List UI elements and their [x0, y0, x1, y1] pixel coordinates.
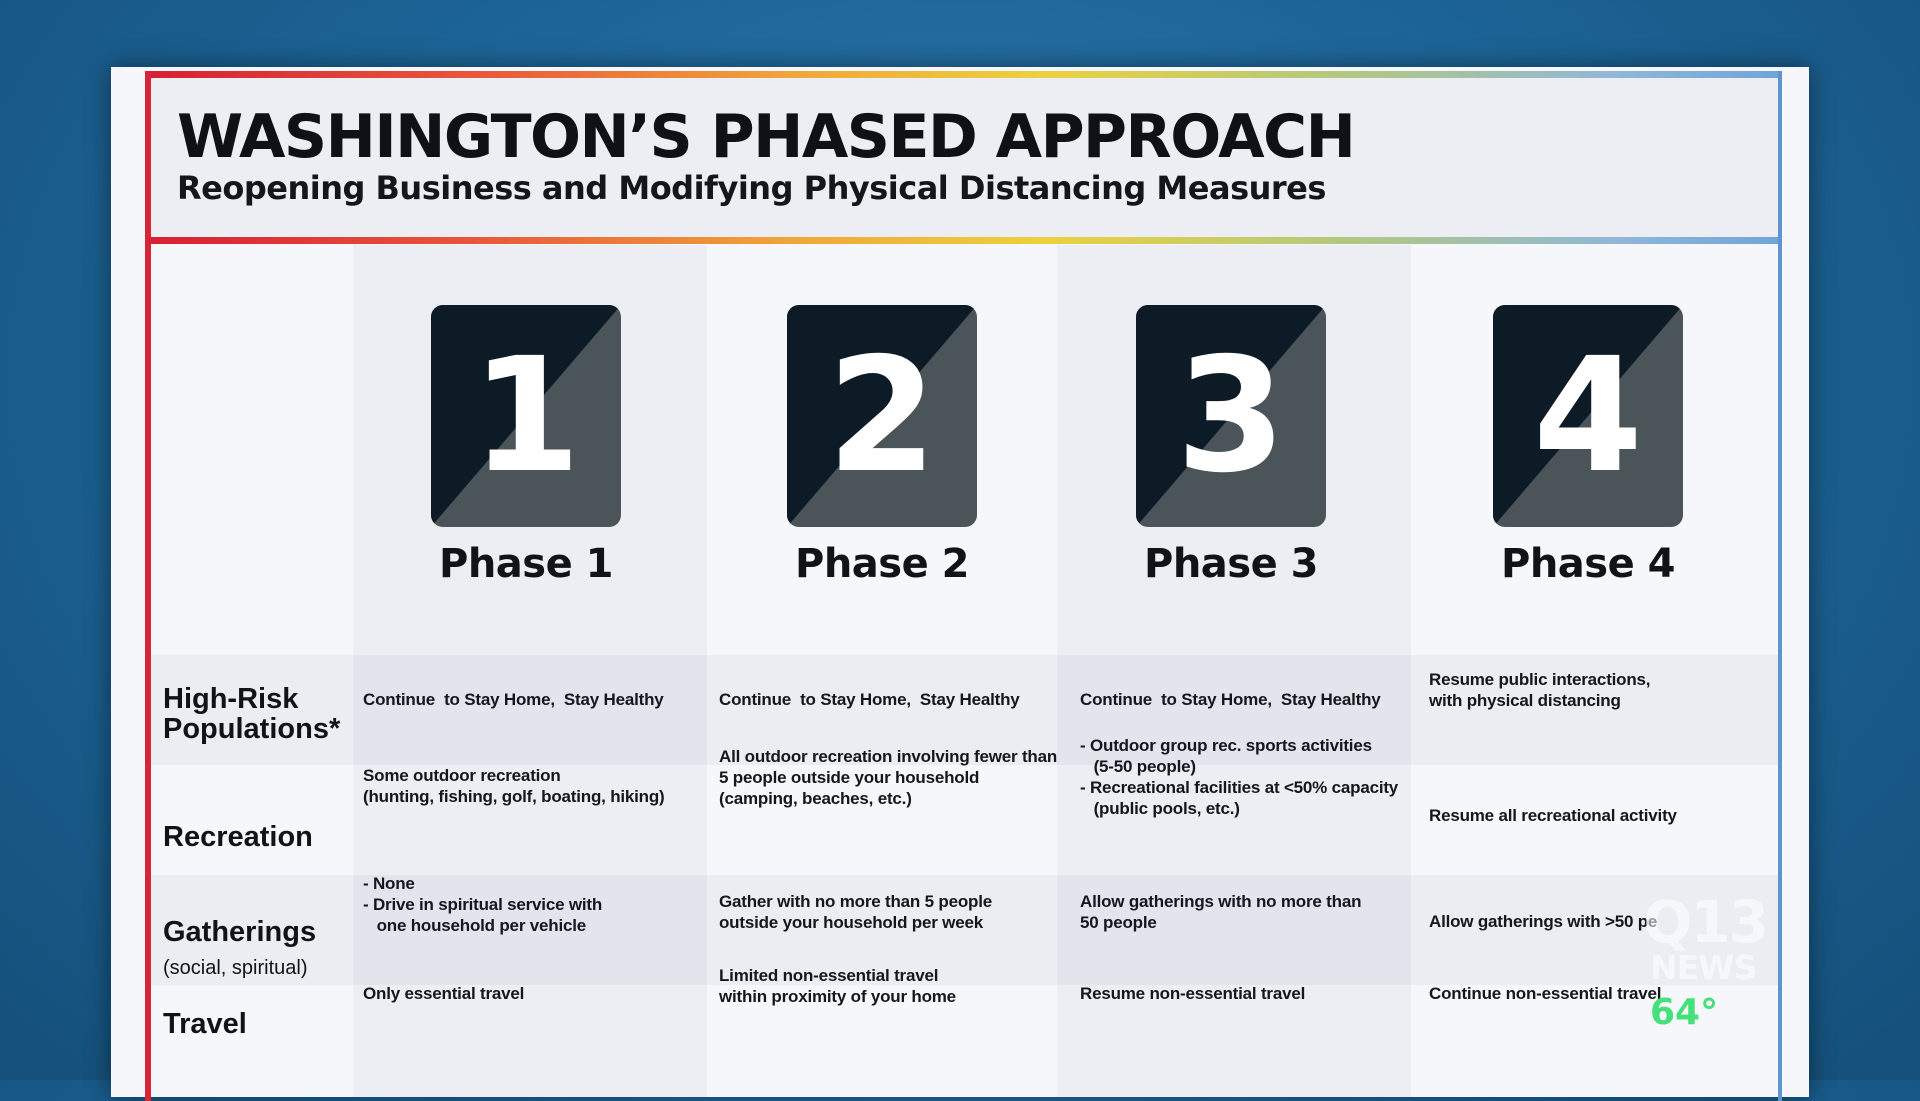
row-label-recreation — [163, 822, 313, 852]
cell-high-risk-phase-4 — [1429, 669, 1650, 711]
cell-high-risk-phase-1 — [363, 689, 664, 710]
cell-line: 5 people outside your household — [719, 768, 980, 787]
phase-3-label: Phase 3 — [1144, 541, 1318, 587]
row-label-line: Gatherings — [163, 916, 317, 948]
cell-recreation-phase-4 — [1429, 805, 1677, 826]
cell-recreation-phase-2 — [719, 746, 1057, 809]
cell-line: (camping, beaches, etc.) — [719, 789, 912, 808]
cell-line: Allow gatherings with no more than — [1080, 892, 1362, 911]
row-label-high-risk — [163, 684, 340, 744]
phase-2-tile — [787, 305, 977, 527]
cell-line: with physical distancing — [1429, 691, 1621, 710]
cell-gatherings-phase-4 — [1429, 911, 1657, 932]
page-title: WASHINGTON’S PHASED APPROACH — [177, 102, 1355, 172]
cell-line: Continue to Stay Home, Stay Healthy — [719, 690, 1020, 709]
cell-line: Allow gatherings with >50 pe — [1429, 912, 1658, 931]
cell-gatherings-phase-1 — [363, 873, 602, 936]
cell-line: (public pools, etc.) — [1080, 799, 1240, 818]
cell-line: - Outdoor group rec. sports activities — [1080, 736, 1372, 755]
row-sublabel-gatherings: (social, spiritual) — [163, 957, 308, 979]
phase-1-label: Phase 1 — [439, 541, 613, 587]
cell-gatherings-phase-2 — [719, 891, 992, 933]
phase-number: 3 — [1176, 324, 1286, 508]
cell-line: Only essential travel — [363, 984, 525, 1003]
cell-line: Gather with no more than 5 people — [719, 892, 992, 911]
cell-travel-phase-1 — [363, 983, 524, 1004]
rainbow-rule-top — [145, 71, 1781, 78]
phase-number: 1 — [471, 324, 581, 508]
cell-line: Resume public interactions, — [1429, 670, 1651, 689]
temperature-readout: 64° — [1650, 992, 1719, 1033]
rainbow-rule-bottom — [145, 237, 1781, 244]
cell-gatherings-phase-3 — [1080, 891, 1361, 933]
cell-line: (5-50 people) — [1080, 757, 1196, 776]
row-label-line: Travel — [163, 1008, 247, 1040]
right-blue-rule — [1778, 71, 1782, 1101]
phase-4-tile — [1493, 305, 1683, 527]
cell-travel-phase-3 — [1080, 983, 1305, 1004]
cell-line: (hunting, fishing, golf, boating, hiking) — [363, 787, 665, 806]
cell-line: Continue to Stay Home, Stay Healthy — [1080, 690, 1381, 709]
left-red-rule — [145, 71, 151, 1101]
phase-number: 4 — [1533, 324, 1643, 508]
cell-travel-phase-2 — [719, 965, 956, 1007]
row-label-line: High-Risk — [163, 683, 299, 715]
cell-line: Continue non-essential travel — [1429, 984, 1662, 1003]
cell-high-risk-phase-3 — [1080, 689, 1381, 710]
cell-line: Continue to Stay Home, Stay Healthy — [363, 690, 664, 709]
phase-3-tile — [1136, 305, 1326, 527]
row-label-line: Populations* — [163, 713, 341, 745]
cell-recreation-phase-3 — [1080, 735, 1398, 819]
cell-line: - None — [363, 874, 415, 893]
row-label-travel — [163, 1009, 247, 1039]
cell-recreation-phase-1 — [363, 765, 665, 807]
infographic-card — [111, 67, 1809, 1097]
cell-line: 50 people — [1080, 913, 1157, 932]
cell-line: outside your household per week — [719, 913, 983, 932]
row-label-line: Recreation — [163, 821, 313, 853]
cell-line: within proximity of your home — [719, 987, 956, 1006]
phase-number: 2 — [827, 324, 937, 508]
news-logo: NEWS — [1650, 948, 1757, 987]
cell-line: - Drive in spiritual service with — [363, 895, 603, 914]
cell-line: - Recreational facilities at <50% capacity — [1080, 778, 1399, 797]
phase-2-label: Phase 2 — [795, 541, 969, 587]
cell-line: Resume all recreational activity — [1429, 806, 1677, 825]
cell-line: one household per vehicle — [363, 916, 587, 935]
cell-high-risk-phase-2 — [719, 689, 1020, 710]
cell-line: Some outdoor recreation — [363, 766, 561, 785]
q13-logo: Q13 — [1643, 888, 1768, 956]
cell-line: Resume non-essential travel — [1080, 984, 1306, 1003]
cell-line: Limited non-essential travel — [719, 966, 939, 985]
page-subtitle: Reopening Business and Modifying Physical Distancing Measures — [177, 169, 1326, 207]
phase-4-label: Phase 4 — [1501, 541, 1675, 587]
cell-line: All outdoor recreation involving fewer than — [719, 747, 1058, 766]
phase-1-tile — [431, 305, 621, 527]
row-label-gatherings — [163, 917, 316, 947]
cell-travel-phase-4 — [1429, 983, 1661, 1004]
